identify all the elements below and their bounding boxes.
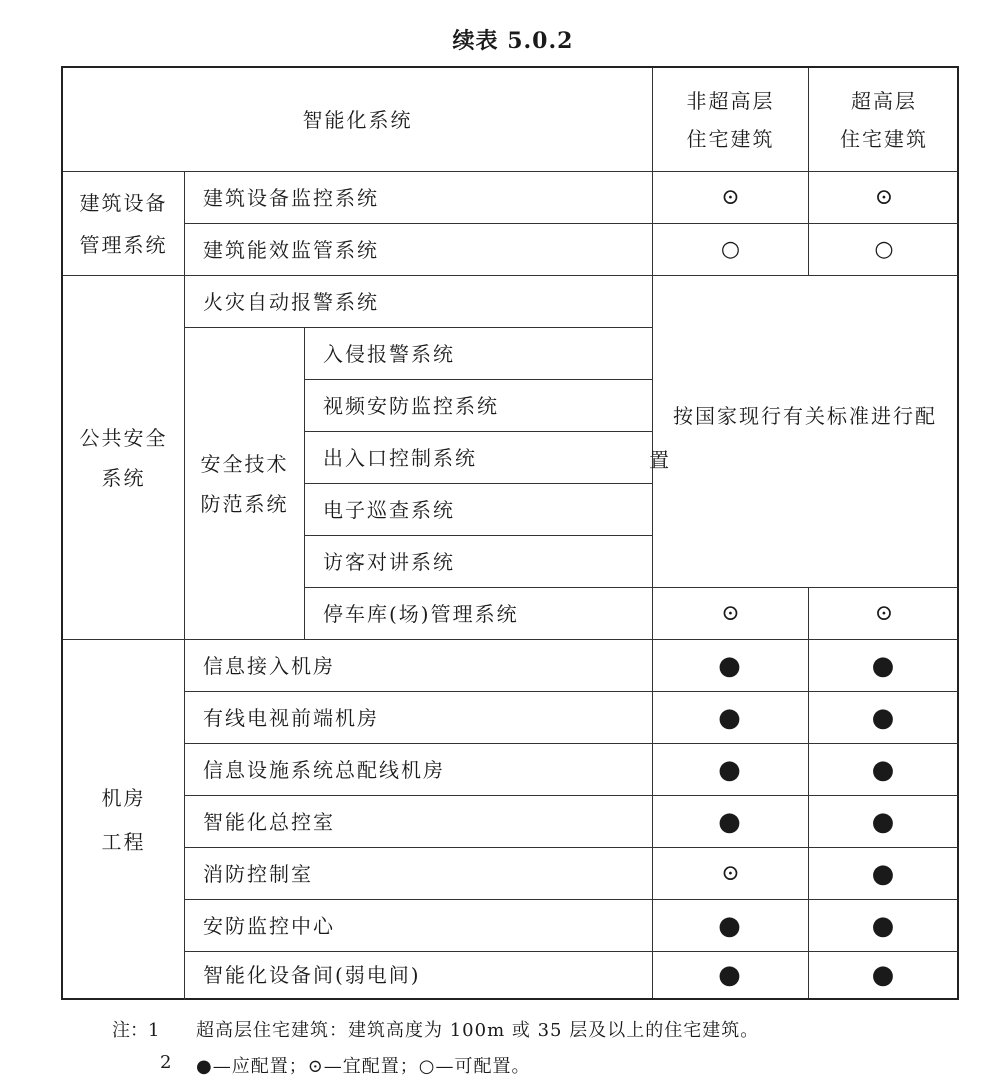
row-high-value: ● bbox=[809, 796, 959, 848]
row-name: 入侵报警系统 bbox=[305, 328, 653, 380]
row-non-high-value: ● bbox=[653, 900, 809, 952]
notes-label: 注：1 bbox=[112, 1020, 160, 1041]
header-high-rise: 超高层 住宅建筑 bbox=[809, 68, 959, 172]
row-name: 建筑设备监控系统 bbox=[185, 172, 653, 224]
row-non-high-value: ● bbox=[653, 796, 809, 848]
row-name: 智能化设备间(弱电间) bbox=[185, 952, 653, 998]
merged-standard-note: 按国家现行有关标准进行配置 bbox=[653, 276, 959, 588]
row-non-high-value: ● bbox=[653, 640, 809, 692]
row-high-value: ● bbox=[809, 744, 959, 796]
config-table bbox=[61, 66, 959, 1000]
row-high-value: ⊙ bbox=[809, 588, 959, 640]
table-title: 续表 5.0.2 bbox=[452, 28, 574, 54]
note-2-number: 2 bbox=[160, 1052, 172, 1073]
row-name: 智能化总控室 bbox=[185, 796, 653, 848]
header-non-high-rise: 非超高层 住宅建筑 bbox=[653, 68, 809, 172]
header-system: 智能化系统 bbox=[63, 68, 653, 172]
note-2: ●—应配置；⊙—宜配置；○—可配置。 bbox=[196, 1056, 531, 1077]
row-high-value: ● bbox=[809, 900, 959, 952]
row-name: 视频安防监控系统 bbox=[305, 380, 653, 432]
group-building-management: 建筑设备 管理系统 bbox=[63, 172, 185, 276]
row-name: 信息设施系统总配线机房 bbox=[185, 744, 653, 796]
row-non-high-value: ● bbox=[653, 744, 809, 796]
row-high-value: ● bbox=[809, 640, 959, 692]
group-public-safety: 公共安全 系统 bbox=[63, 276, 185, 640]
row-high-value: ● bbox=[809, 692, 959, 744]
group-machine-room: 机房 工程 bbox=[63, 640, 185, 1000]
row-high-value: ○ bbox=[809, 224, 959, 276]
row-high-value: ● bbox=[871, 960, 897, 990]
row-name: 访客对讲系统 bbox=[305, 536, 653, 588]
row-name: 建筑能效监管系统 bbox=[185, 224, 653, 276]
row-name: 出入口控制系统 bbox=[305, 432, 653, 484]
row-name: 安防监控中心 bbox=[185, 900, 653, 952]
row-non-high-value: ⊙ bbox=[653, 588, 809, 640]
row-non-high-value: ● bbox=[653, 692, 809, 744]
row-non-high-value: ⊙ bbox=[653, 848, 809, 900]
group-security-tech: 安全技术 防范系统 bbox=[185, 328, 305, 640]
note-1: 超高层住宅建筑：建筑高度为 100m 或 35 层及以上的住宅建筑。 bbox=[196, 1020, 760, 1041]
row-name: 消防控制室 bbox=[185, 848, 653, 900]
row-non-high-value: ○ bbox=[653, 224, 809, 276]
row-high-value: ● bbox=[809, 848, 959, 900]
row-name: 停车库(场)管理系统 bbox=[305, 588, 653, 640]
row-name: 信息接入机房 bbox=[185, 640, 653, 692]
row-non-high-value: ● bbox=[653, 952, 809, 998]
row-name: 有线电视前端机房 bbox=[185, 692, 653, 744]
row-non-high-value: ⊙ bbox=[653, 172, 809, 224]
row-name: 电子巡查系统 bbox=[305, 484, 653, 536]
row-name: 火灾自动报警系统 bbox=[185, 276, 653, 328]
row-high-value: ⊙ bbox=[809, 172, 959, 224]
